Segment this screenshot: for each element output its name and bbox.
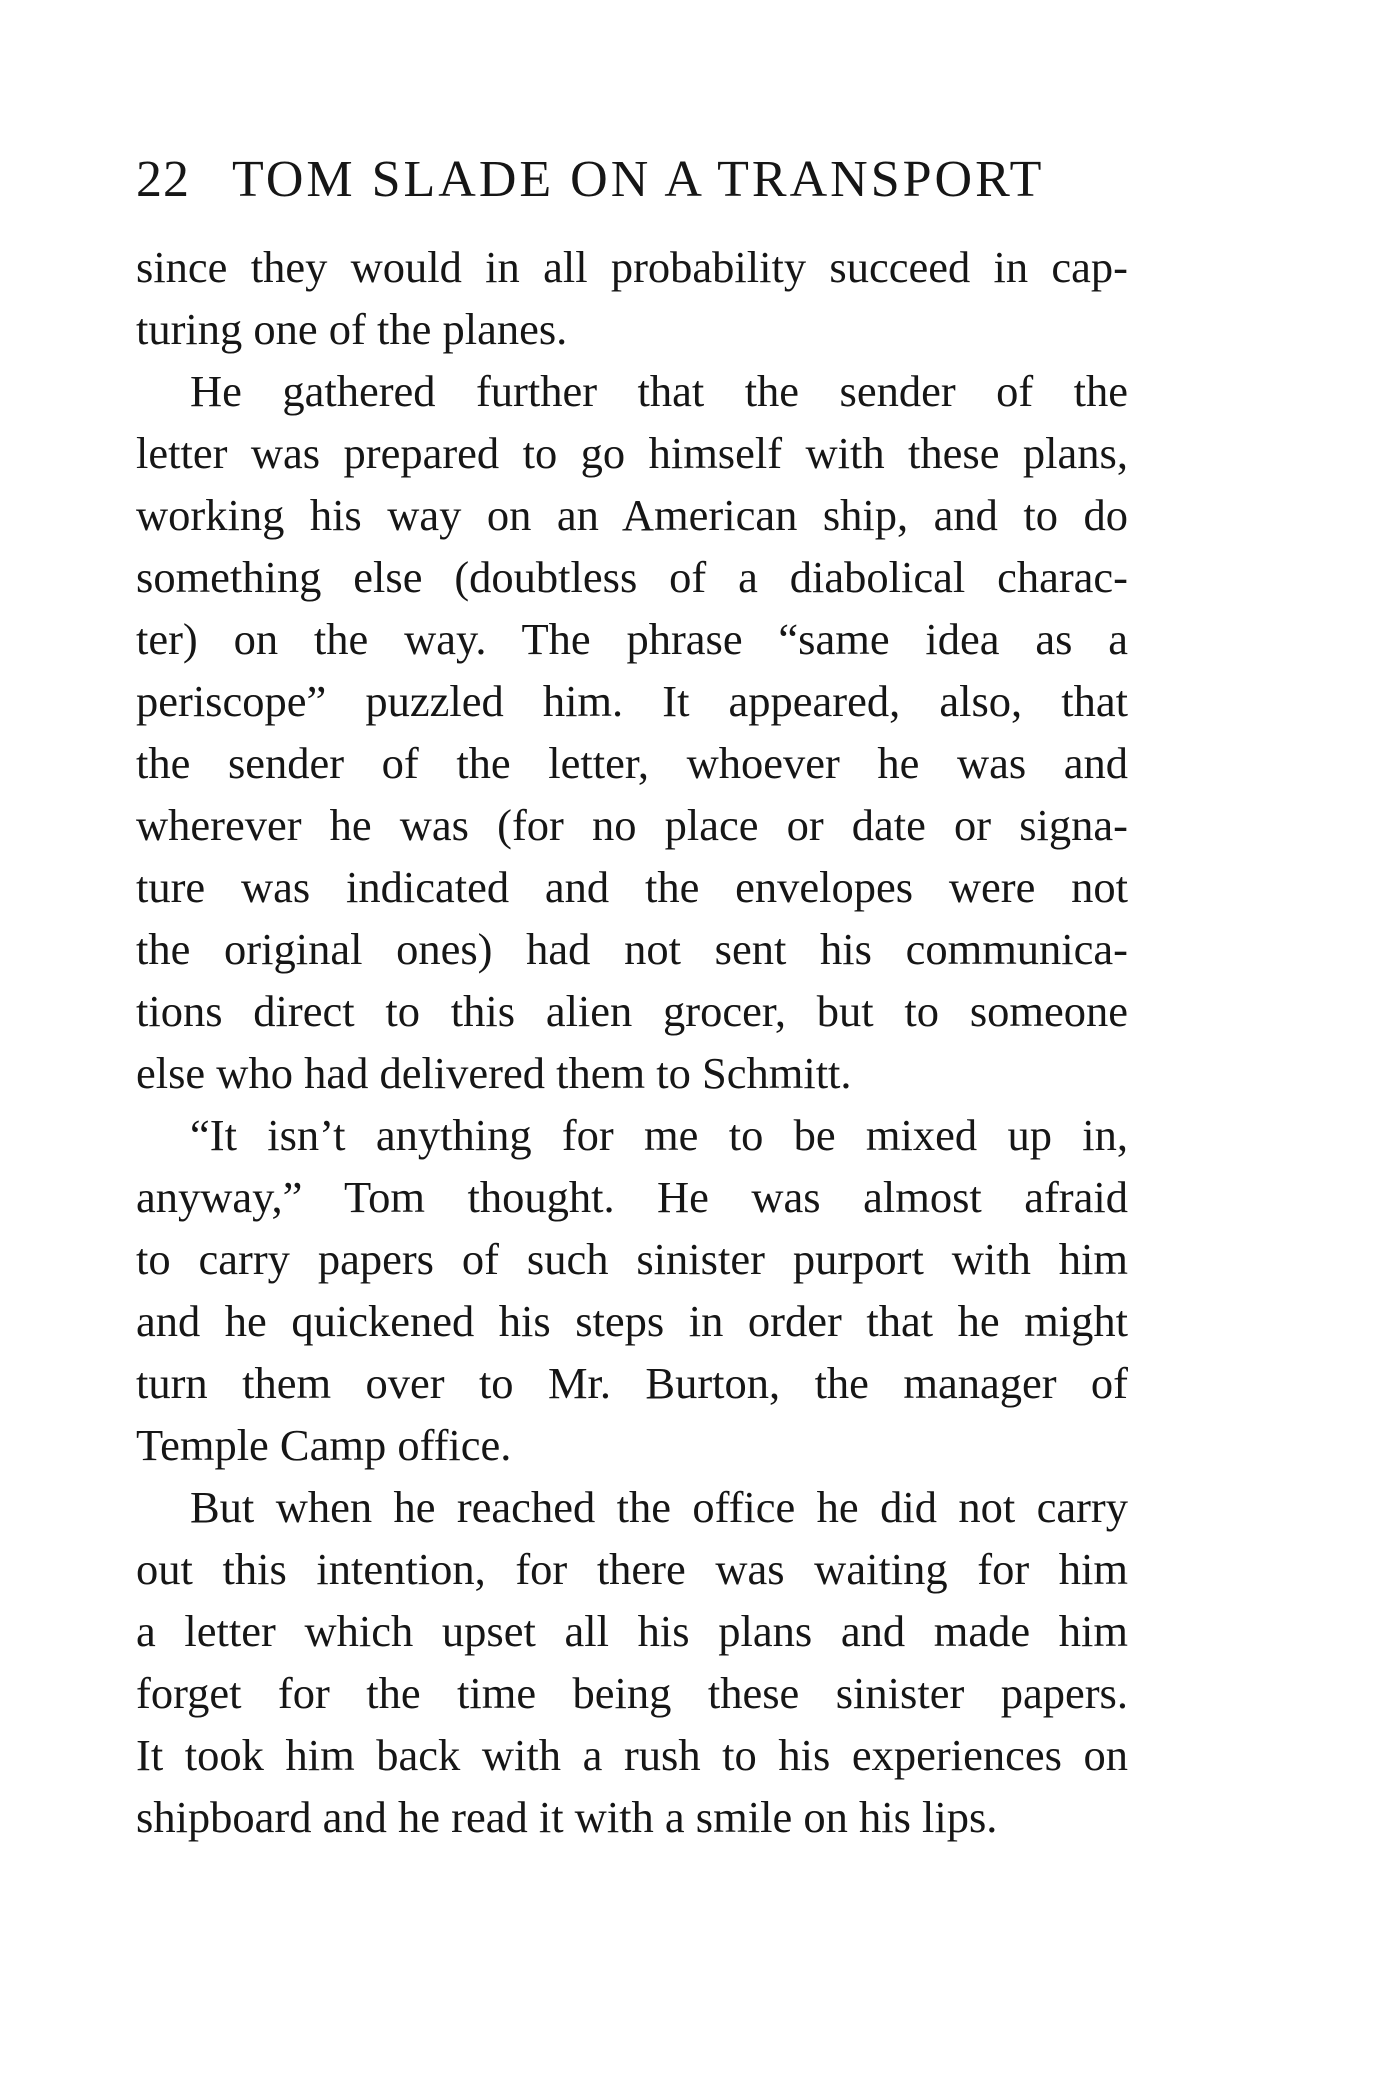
running-head	[136, 148, 1136, 212]
text-line: since they would in all probability succeed in cap-	[136, 242, 1128, 292]
text-line: letter was prepared to go himself with these plans,	[136, 428, 1128, 478]
text-line: turing one of the planes.	[136, 304, 568, 354]
text-line: anyway,” Tom thought. He was almost afraid	[136, 1172, 1128, 1222]
running-title: TOM SLADE ON A TRANSPORT	[232, 151, 1045, 208]
body-text	[136, 236, 1128, 1848]
text-line: ter) on the way. The phrase “same idea as a	[136, 614, 1128, 664]
text-line: He gathered further that the sender of the	[190, 366, 1128, 416]
text-line: But when he reached the office he did not carry	[190, 1482, 1128, 1532]
text-line: shipboard and he read it with a smile on his lips.	[136, 1792, 998, 1842]
text-line: a letter which upset all his plans and made him	[136, 1606, 1128, 1656]
text-line: the original ones) had not sent his communica-	[136, 924, 1128, 974]
text-line: the sender of the letter, whoever he was and	[136, 738, 1128, 788]
text-line: something else (doubtless of a diabolical charac-	[136, 552, 1128, 602]
text-line: ture was indicated and the envelopes were not	[136, 862, 1128, 912]
page-number: 22	[136, 151, 190, 208]
text-line: Temple Camp office.	[136, 1420, 512, 1470]
text-line: turn them over to Mr. Burton, the manager of	[136, 1358, 1128, 1408]
text-line: “It isn’t anything for me to be mixed up in,	[190, 1110, 1128, 1160]
text-line: out this intention, for there was waiting for him	[136, 1544, 1128, 1594]
text-line: working his way on an American ship, and to do	[136, 490, 1128, 540]
text-line: tions direct to this alien grocer, but to someone	[136, 986, 1128, 1036]
text-line: It took him back with a rush to his experiences on	[136, 1730, 1128, 1780]
text-line: and he quickened his steps in order that he might	[136, 1296, 1128, 1346]
text-line: to carry papers of such sinister purport with him	[136, 1234, 1128, 1284]
text-line: else who had delivered them to Schmitt.	[136, 1048, 852, 1098]
text-line: periscope” puzzled him. It appeared, also, that	[136, 676, 1128, 726]
text-line: wherever he was (for no place or date or signa-	[136, 800, 1128, 850]
text-line: forget for the time being these sinister papers.	[136, 1668, 1128, 1718]
